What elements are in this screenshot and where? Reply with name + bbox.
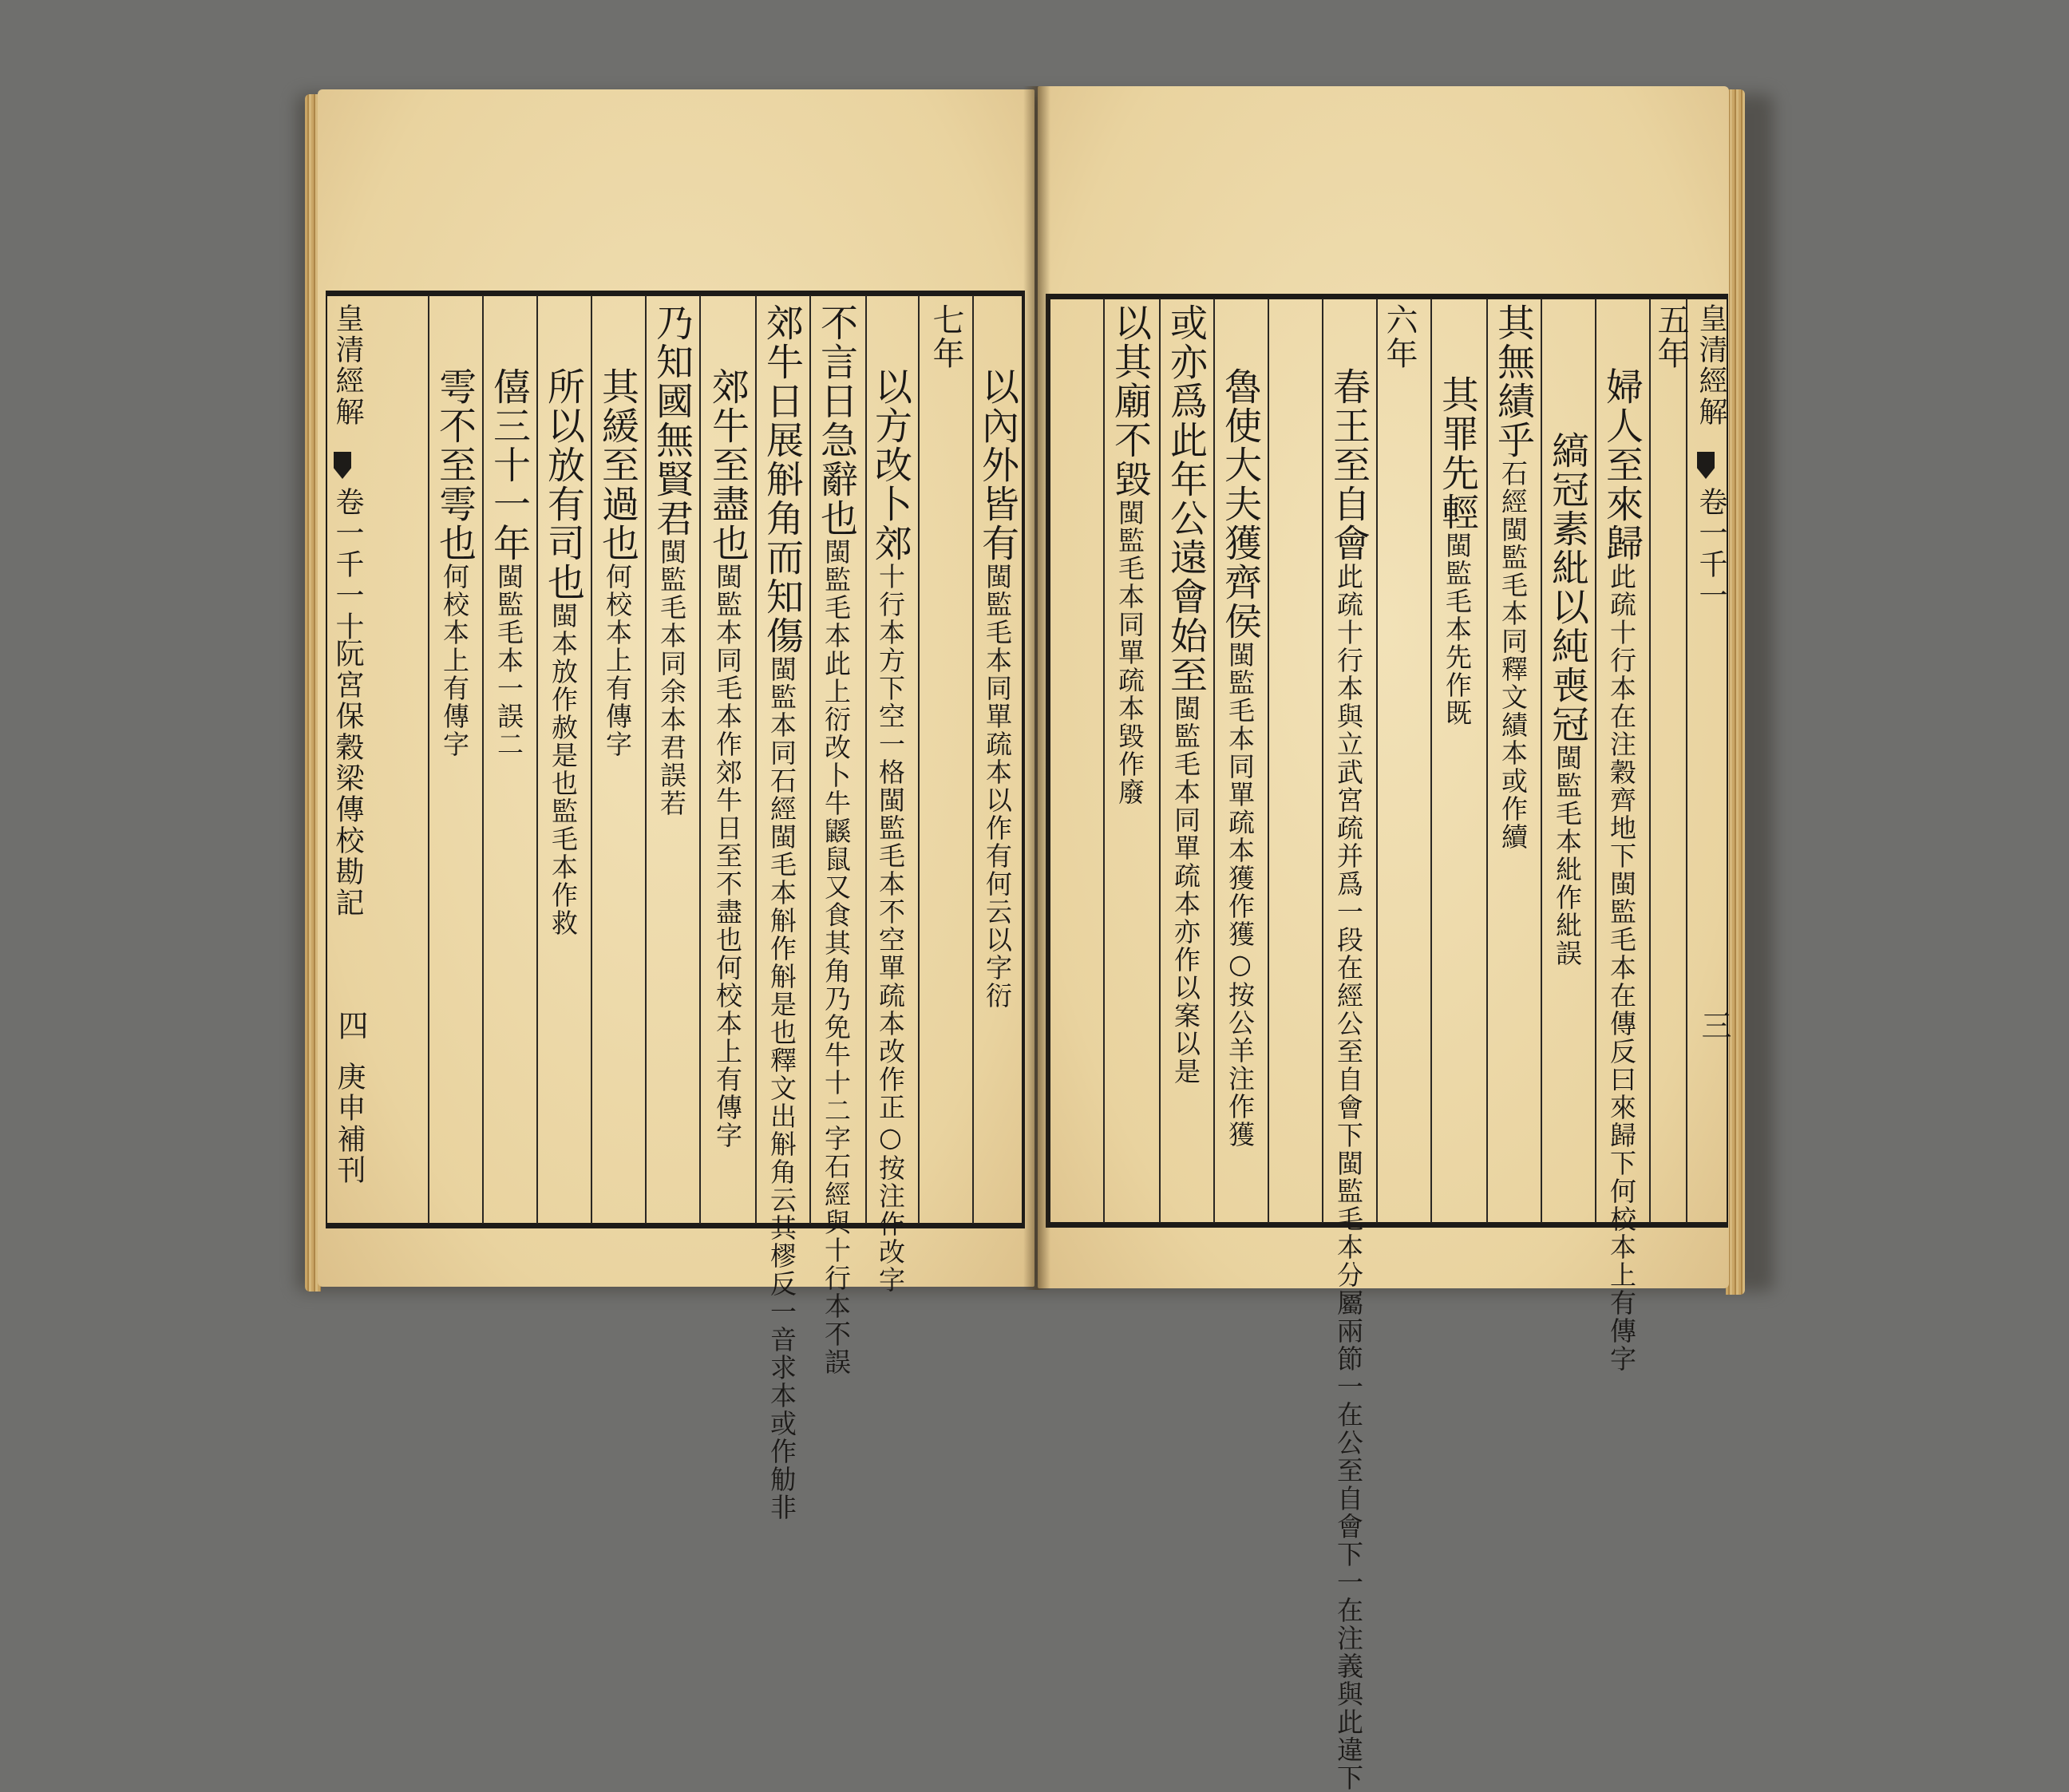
fish-tail-mark [1697, 447, 1715, 487]
text-column: 雩不至雩也何校本上有傳字 [433, 367, 477, 758]
right-page-number: 三 [1696, 1010, 1731, 1040]
text-column: 郊牛日展斛角而知傷閩監本同石經閩毛本斛作斛是也釋文出斛角云其樛反一音求本或作觔非 [760, 303, 804, 1521]
text-column: 其無績乎石經閩監毛本同釋文績本或作續 [1491, 303, 1535, 851]
book-gutter [1023, 86, 1050, 1290]
text-column: 縞冠素紕以純喪冠閩監毛本紕作紕誤 [1545, 431, 1589, 967]
text-column: 以方改卜郊十行本方下空一格閩監毛本不空單疏本改作正○按注作改字 [868, 367, 912, 1294]
column-rule [1376, 299, 1378, 1223]
year-heading: 六年 [1381, 303, 1418, 370]
left-heart-section: 阮宮保穀梁傳校勘記 [331, 639, 364, 919]
year-heading: 五年 [1652, 303, 1689, 370]
right-heart-volume: 卷一千一 [1695, 487, 1727, 611]
text-column: 以內外皆有閩監毛本同單疏本以作有何云以字衍 [975, 367, 1019, 1010]
column-rule [1649, 299, 1651, 1223]
left-page-number: 四 [333, 1010, 368, 1040]
left-heart-title: 皇清經解 [331, 303, 364, 428]
text-column: 僖三十一年閩監毛本一誤二 [487, 367, 531, 758]
text-column: 乃知國無賢君閩監毛本同余本君誤若 [650, 303, 694, 817]
left-heart-footer: 庚申補刊 [333, 1062, 366, 1186]
text-column: 春王至自會此疏十行本與立武宮疏并爲一段在經公至自會下閩監毛本分屬兩節一在公至自會下一在注義與此違下 [1327, 367, 1371, 1792]
fish-tail-mark [334, 447, 351, 487]
text-column: 以其廟不毀閩監毛本同單疏本毀作廢 [1108, 303, 1152, 806]
text-column: 婦人至來歸此疏十行本在注穀齊地下閩監毛本在傳反曰來歸下何校本上有傳字 [1600, 367, 1644, 1373]
column-rule [918, 295, 920, 1224]
text-column: 其罪先輕閩監毛本先作既 [1435, 375, 1479, 727]
text-column: 不言日急辭也閩監毛本此上衍改卜牛鼷鼠又食其角乃免牛十二字石經與十行本不誤 [814, 303, 858, 1376]
text-column: 所以放有司也閩本放作赦是也監毛本作救 [541, 367, 585, 937]
right-heart-title: 皇清經解 [1695, 303, 1727, 428]
column-rule [1268, 299, 1269, 1223]
text-column: 魯使大夫獲齊侯閩監毛本同單疏本獲作獲○按公羊注作獲 [1218, 367, 1262, 1149]
column-rule [1686, 299, 1687, 1223]
text-column: 郊牛至盡也閩監本同毛本作郊牛日至不盡也何校本上有傳字 [706, 367, 750, 1149]
left-heart-volume: 卷一千一十 [331, 487, 364, 643]
text-column: 其緩至過也何校本上有傳字 [595, 367, 639, 758]
year-heading: 七年 [928, 303, 964, 370]
column-rule [699, 295, 701, 1224]
text-column: 或亦爲此年公遠會始至閩監毛本同單疏本亦作以案以是 [1164, 303, 1208, 1086]
